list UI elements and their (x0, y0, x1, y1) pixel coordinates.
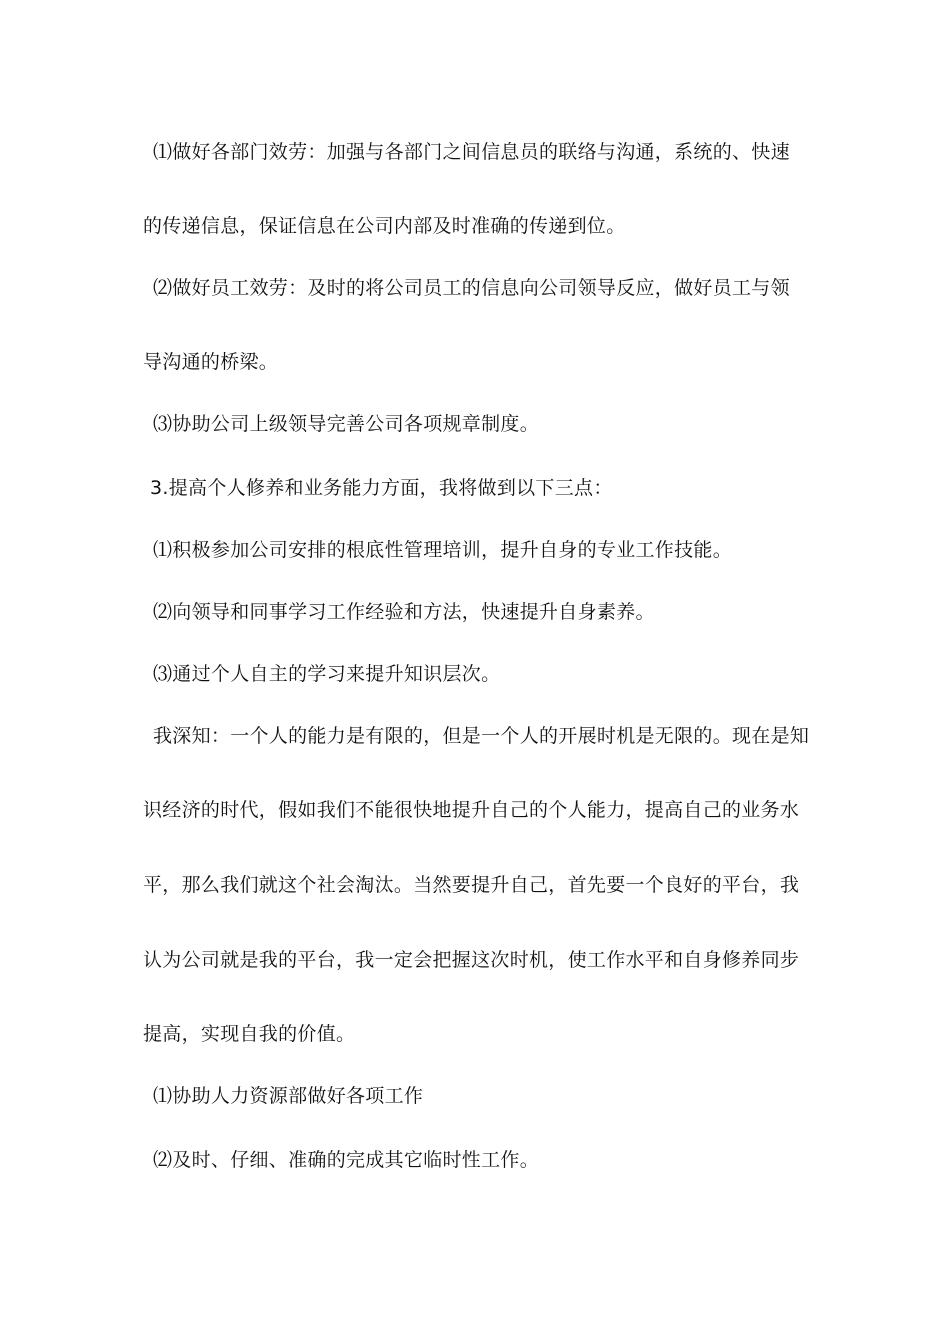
paragraph-line: ⑴协助人力资源部做好各项工作 (153, 1085, 424, 1107)
paragraph-line: ⑵向领导和同事学习工作经验和方法，快速提升自身素养。 (153, 601, 655, 623)
paragraph-line: ⑶协助公司上级领导完善公司各项规章制度。 (153, 413, 540, 435)
paragraph-line: ⑵做好员工效劳：及时的将公司员工的信息向公司领导反应，做好员工与领 (153, 277, 790, 299)
paragraph-line: ⑴做好各部门效劳：加强与各部门之间信息员的联络与沟通，系统的、快速 (153, 141, 790, 163)
paragraph-line: 识经济的时代，假如我们不能很快地提升自己的个人能力，提高自己的业务水 (143, 799, 800, 821)
paragraph-line: 我深知：一个人的能力是有限的，但是一个人的开展时机是无限的。现在是知 (153, 725, 810, 747)
section-heading: 3.提高个人修养和业务能力方面，我将做到以下三点： (150, 477, 613, 499)
paragraph-line: ⑴积极参加公司安排的根底性管理培训，提升自身的专业工作技能。 (153, 539, 733, 561)
paragraph-line: ⑵及时、仔细、准确的完成其它临时性工作。 (153, 1149, 540, 1171)
paragraph-line: 认为公司就是我的平台，我一定会把握这次时机，使工作水平和自身修养同步 (143, 949, 800, 971)
paragraph-line: 提高，实现自我的价值。 (143, 1023, 356, 1045)
paragraph-line: 平，那么我们就这个社会淘汰。当然要提升自己，首先要一个良好的平台，我 (143, 874, 800, 896)
paragraph-line: 的传递信息，保证信息在公司内部及时准确的传递到位。 (143, 215, 626, 237)
paragraph-line: ⑶通过个人自主的学习来提升知识层次。 (153, 663, 501, 685)
paragraph-line: 导沟通的桥梁。 (143, 351, 279, 373)
